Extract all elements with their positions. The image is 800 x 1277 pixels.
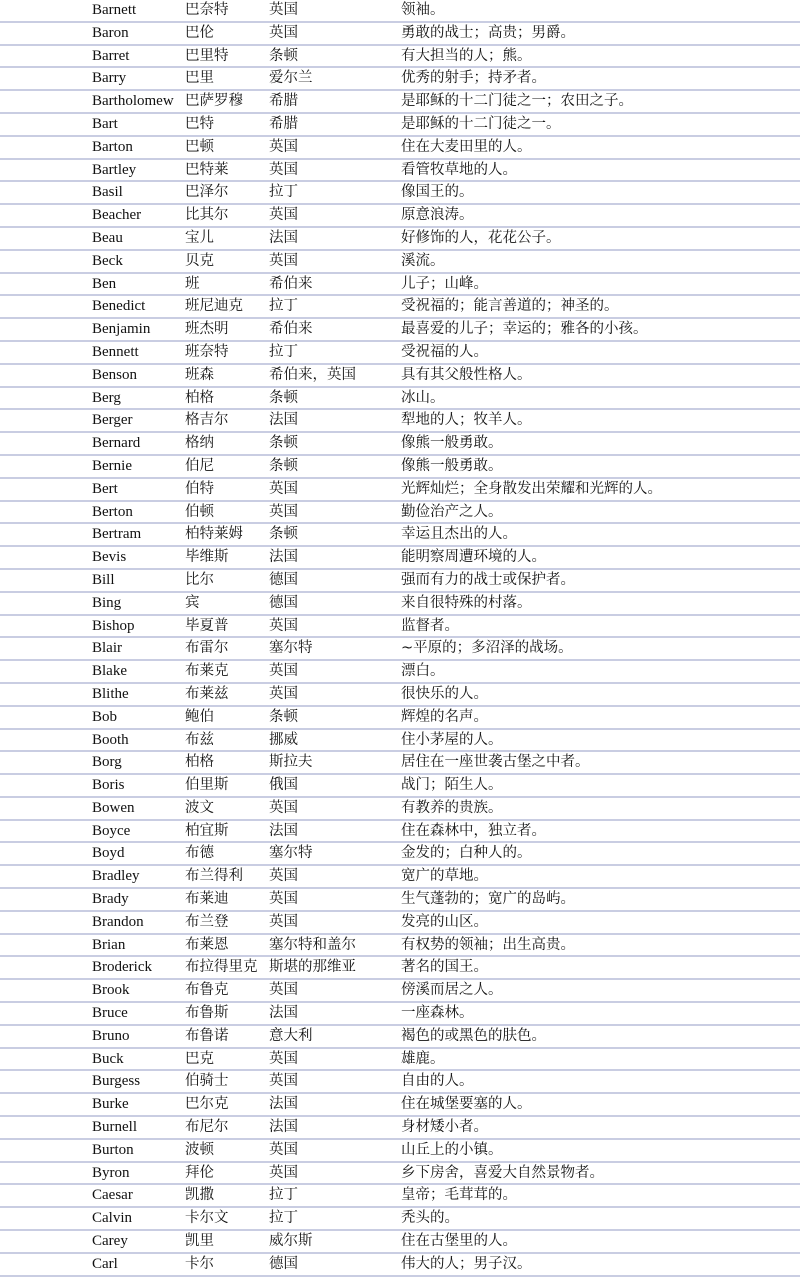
chinese-name: 巴奈特 (185, 2, 229, 18)
chinese-name: 比尔 (185, 571, 214, 588)
english-name: Boyce (92, 822, 131, 839)
english-name: Bowen (92, 799, 135, 816)
english-name: Boris (92, 777, 125, 794)
name-meaning: 像熊一般勇敢。 (401, 457, 503, 474)
origin-language: 英国 (269, 868, 298, 885)
chinese-name: 巴泽尔 (185, 184, 229, 201)
english-name: Caesar (92, 1187, 133, 1204)
origin-language: 英国 (269, 1073, 298, 1090)
chinese-name: 伯尼 (185, 457, 214, 474)
name-meaning: 住在古堡里的人。 (401, 1233, 517, 1250)
table-row (0, 410, 800, 433)
chinese-name: 柏格 (185, 754, 214, 771)
chinese-name: 拜伦 (185, 1164, 214, 1181)
english-name: Benedict (92, 298, 146, 315)
chinese-name: 伯顿 (185, 503, 214, 520)
origin-language: 条顿 (269, 708, 298, 725)
english-name: Bart (92, 115, 118, 132)
table-row (0, 935, 800, 958)
table-row (0, 1163, 800, 1186)
english-name: Brandon (92, 913, 144, 930)
name-meaning: 住在森林中，独立者。 (401, 822, 546, 839)
chinese-name: 巴里特 (185, 47, 229, 64)
table-row (0, 798, 800, 821)
origin-language: 德国 (269, 571, 298, 588)
table-row (0, 182, 800, 205)
english-name: Beacher (92, 207, 142, 224)
chinese-name: 柏格 (185, 389, 214, 406)
name-meaning: 勇敢的战士；高贵；男爵。 (401, 24, 575, 41)
name-meaning: 好修饰的人，花花公子。 (401, 229, 561, 246)
chinese-name: 布雷尔 (185, 640, 229, 657)
table-row (0, 205, 800, 228)
chinese-name: 凯撒 (185, 1187, 214, 1204)
table-row (0, 866, 800, 889)
name-meaning: 乡下房舍，喜爱大自然景物者。 (401, 1164, 604, 1181)
table-row (0, 251, 800, 274)
origin-language: 英国 (269, 1050, 298, 1067)
name-meaning: 一座森林。 (401, 1005, 474, 1022)
chinese-name: 布莱克 (185, 663, 229, 680)
table-row (0, 1049, 800, 1072)
name-meaning: 受祝福的人。 (401, 343, 488, 360)
chinese-name: 贝克 (185, 252, 214, 269)
chinese-name: 布德 (185, 845, 214, 862)
name-meaning: 是耶稣的十二门徒之一。 (401, 115, 561, 132)
english-name: Brian (92, 936, 126, 953)
name-meaning: 有权势的领袖；出生高贵。 (401, 936, 575, 953)
name-meaning: 金发的；白种人的。 (401, 845, 532, 862)
origin-language: 希伯来 (269, 275, 313, 292)
name-meaning: 受祝福的；能言善道的；神圣的。 (401, 298, 619, 315)
english-name: Carey (92, 1233, 128, 1250)
name-meaning: 犁地的人；牧羊人。 (401, 412, 532, 429)
origin-language: 挪威 (269, 731, 298, 748)
name-meaning: 光辉灿烂；全身散发出荣耀和光辉的人。 (401, 480, 662, 497)
english-name: Brady (92, 891, 129, 908)
name-meaning: 辉煌的名声。 (401, 708, 488, 725)
origin-language: 拉丁 (269, 343, 298, 360)
chinese-name: 布莱迪 (185, 891, 229, 908)
chinese-name: 柏特莱姆 (185, 526, 243, 543)
origin-language: 英国 (269, 1141, 298, 1158)
name-meaning: 领袖。 (401, 2, 445, 18)
chinese-name: 巴顿 (185, 138, 214, 155)
english-name: Burnell (92, 1119, 137, 1136)
origin-language: 条顿 (269, 47, 298, 64)
name-meaning: 原意浪涛。 (401, 207, 474, 224)
english-name: Byron (92, 1164, 130, 1181)
origin-language: 法国 (269, 412, 298, 429)
chinese-name: 卡尔 (185, 1255, 214, 1272)
chinese-name: 卡尔文 (185, 1210, 229, 1227)
name-meaning: 优秀的射手；持矛者。 (401, 70, 546, 87)
origin-language: 条顿 (269, 389, 298, 406)
table-row (0, 342, 800, 365)
origin-language: 英国 (269, 480, 298, 497)
english-name: Bernard (92, 435, 141, 452)
origin-language: 法国 (269, 822, 298, 839)
chinese-name: 格吉尔 (185, 412, 229, 429)
table-row (0, 684, 800, 707)
name-meaning: 居住在一座世袭古堡之中者。 (401, 754, 590, 771)
name-meaning: 来自很特殊的村落。 (401, 594, 532, 611)
chinese-name: 巴特莱 (185, 161, 229, 178)
chinese-name: 巴特 (185, 115, 214, 132)
english-name: Brook (92, 982, 130, 999)
origin-language: 英国 (269, 982, 298, 999)
origin-language: 法国 (269, 1096, 298, 1113)
chinese-name: 巴伦 (185, 24, 214, 41)
english-name: Bishop (92, 617, 135, 634)
name-meaning: 住小茅屋的人。 (401, 731, 503, 748)
table-row (0, 912, 800, 935)
name-meaning: 战门；陌生人。 (401, 777, 503, 794)
chinese-name: 波文 (185, 799, 214, 816)
table-row (0, 547, 800, 570)
english-name: Carl (92, 1255, 118, 1272)
table-row (0, 957, 800, 980)
origin-language: 英国 (269, 161, 298, 178)
english-name: Berger (92, 412, 133, 429)
table-row (0, 479, 800, 502)
table-row (0, 23, 800, 46)
origin-language: 英国 (269, 891, 298, 908)
name-meaning: 溪流。 (401, 252, 445, 269)
name-meaning: 冰山。 (401, 389, 445, 406)
english-name: Burgess (92, 1073, 141, 1090)
name-meaning: 具有其父般性格人。 (401, 366, 532, 383)
english-name: Bruno (92, 1027, 130, 1044)
english-name: Calvin (92, 1210, 132, 1227)
chinese-name: 布拉得里克 (185, 959, 258, 976)
origin-language: 德国 (269, 1255, 298, 1272)
english-name: Boyd (92, 845, 125, 862)
chinese-name: 凯里 (185, 1233, 214, 1250)
table-row (0, 1231, 800, 1254)
name-meaning: 儿子；山峰。 (401, 275, 488, 292)
table-row (0, 1071, 800, 1094)
table-row (0, 160, 800, 183)
origin-language: 法国 (269, 1005, 298, 1022)
name-meaning: 褐色的或黑色的肤色。 (401, 1027, 546, 1044)
english-name: Barry (92, 70, 127, 87)
chinese-name: 班杰明 (185, 321, 229, 338)
english-name: Bennett (92, 343, 139, 360)
name-meaning: 自由的人。 (401, 1073, 474, 1090)
origin-language: 条顿 (269, 526, 298, 543)
chinese-name: 波顿 (185, 1141, 214, 1158)
table-row (0, 661, 800, 684)
origin-language: 爱尔兰 (269, 70, 313, 87)
table-row (0, 137, 800, 160)
origin-language: 英国 (269, 799, 298, 816)
table-row (0, 1254, 800, 1277)
name-meaning: 山丘上的小镇。 (401, 1141, 503, 1158)
english-name: Benson (92, 366, 137, 383)
chinese-name: 布兰登 (185, 913, 229, 930)
table-row (0, 365, 800, 388)
table-row (0, 593, 800, 616)
name-meaning: ~平原的；多沼泽的战场。 (401, 640, 573, 657)
table-row (0, 274, 800, 297)
chinese-name: 布鲁斯 (185, 1005, 229, 1022)
english-name: Beck (92, 252, 123, 269)
name-meaning: 很快乐的人。 (401, 685, 488, 702)
table-row (0, 46, 800, 69)
origin-language: 英国 (269, 207, 298, 224)
origin-language: 英国 (269, 252, 298, 269)
table-row (0, 388, 800, 411)
origin-language: 威尔斯 (269, 1233, 313, 1250)
origin-language: 法国 (269, 1119, 298, 1136)
english-name: Beau (92, 229, 123, 246)
english-name: Bob (92, 708, 118, 725)
name-meaning: 身材矮小者。 (401, 1119, 488, 1136)
table-row (0, 1003, 800, 1026)
english-name: Borg (92, 754, 122, 771)
table-row (0, 1185, 800, 1208)
table-row (0, 1208, 800, 1231)
origin-language: 英国 (269, 24, 298, 41)
table-row (0, 1140, 800, 1163)
name-meaning: 像熊一般勇敢。 (401, 435, 503, 452)
chinese-name: 布兹 (185, 731, 214, 748)
table-row (0, 752, 800, 775)
chinese-name: 班尼迪克 (185, 298, 243, 315)
name-meaning: 住在大麦田里的人。 (401, 138, 532, 155)
table-row (0, 980, 800, 1003)
table-row (0, 68, 800, 91)
name-meaning: 皇帝；毛茸茸的。 (401, 1187, 517, 1204)
english-name: Bradley (92, 868, 140, 885)
name-meaning: 漂白。 (401, 663, 445, 680)
chinese-name: 布鲁诺 (185, 1027, 229, 1044)
origin-language: 拉丁 (269, 1187, 298, 1204)
chinese-name: 布兰得利 (185, 868, 243, 885)
origin-language: 英国 (269, 663, 298, 680)
table-row (0, 1117, 800, 1140)
english-name: Barret (92, 47, 130, 64)
table-row (0, 319, 800, 342)
chinese-name: 毕维斯 (185, 549, 229, 566)
name-meaning: 宽广的草地。 (401, 868, 488, 885)
chinese-name: 柏宜斯 (185, 822, 229, 839)
origin-language: 拉丁 (269, 298, 298, 315)
origin-language: 英国 (269, 1164, 298, 1181)
origin-language: 意大利 (269, 1027, 313, 1044)
origin-language: 条顿 (269, 457, 298, 474)
english-name: Broderick (92, 959, 152, 976)
name-meaning: 有大担当的人；熊。 (401, 47, 532, 64)
name-meaning: 像国王的。 (401, 184, 474, 201)
chinese-name: 比其尔 (185, 207, 229, 224)
name-meaning: 最喜爱的儿子；幸运的；雅各的小孩。 (401, 321, 648, 338)
table-row (0, 433, 800, 456)
table-row (0, 524, 800, 547)
name-meaning: 雄鹿。 (401, 1050, 445, 1067)
origin-language: 希伯来，英国 (269, 366, 356, 383)
name-meaning: 发亮的山区。 (401, 913, 488, 930)
origin-language: 条顿 (269, 435, 298, 452)
english-name: Benjamin (92, 321, 151, 338)
english-name: Bertram (92, 526, 142, 543)
name-meaning: 能明察周遭环境的人。 (401, 549, 546, 566)
table-row (0, 616, 800, 639)
chinese-name: 班奈特 (185, 343, 229, 360)
english-name: Basil (92, 184, 123, 201)
origin-language: 斯堪的那维亚 (269, 959, 356, 976)
english-name: Buck (92, 1050, 124, 1067)
origin-language: 英国 (269, 913, 298, 930)
origin-language: 塞尔特 (269, 845, 313, 862)
table-row (0, 889, 800, 912)
chinese-name: 布鲁克 (185, 982, 229, 999)
origin-language: 英国 (269, 503, 298, 520)
origin-language: 拉丁 (269, 1210, 298, 1227)
chinese-name: 伯骑士 (185, 1073, 229, 1090)
english-name: Burke (92, 1096, 129, 1113)
chinese-name: 毕夏普 (185, 617, 229, 634)
origin-language: 俄国 (269, 777, 298, 794)
table-row (0, 843, 800, 866)
english-name: Bruce (92, 1005, 128, 1022)
table-row (0, 1026, 800, 1049)
table-row (0, 821, 800, 844)
english-name: Berg (92, 389, 121, 406)
english-name: Bert (92, 480, 118, 497)
name-meaning: 看管牧草地的人。 (401, 161, 517, 178)
chinese-name: 班森 (185, 366, 214, 383)
english-name: Blake (92, 663, 127, 680)
origin-language: 希腊 (269, 93, 298, 110)
table-row (0, 1094, 800, 1117)
english-name: Bartholomew (92, 93, 174, 110)
english-name: Bernie (92, 457, 132, 474)
chinese-name: 鲍伯 (185, 708, 214, 725)
chinese-name: 布莱恩 (185, 936, 229, 953)
english-name: Bing (92, 594, 122, 611)
english-name: Berton (92, 503, 133, 520)
origin-language: 德国 (269, 594, 298, 611)
origin-language: 塞尔特 (269, 640, 313, 657)
english-name: Booth (92, 731, 129, 748)
name-meaning: 强而有力的战士或保护者。 (401, 571, 575, 588)
english-name: Bill (92, 571, 115, 588)
name-meaning: 是耶稣的十二门徒之一；农田之子。 (401, 93, 633, 110)
origin-language: 法国 (269, 549, 298, 566)
origin-language: 塞尔特和盖尔 (269, 936, 356, 953)
table-row (0, 707, 800, 730)
name-meaning: 著名的国王。 (401, 959, 488, 976)
english-name: Blithe (92, 685, 129, 702)
origin-language: 希伯来 (269, 321, 313, 338)
origin-language: 英国 (269, 2, 298, 18)
table-row (0, 114, 800, 137)
chinese-name: 伯特 (185, 480, 214, 497)
name-meaning: 生气蓬勃的；宽广的岛屿。 (401, 891, 575, 908)
chinese-name: 布尼尔 (185, 1119, 229, 1136)
english-name: Baron (92, 24, 129, 41)
chinese-name: 宝儿 (185, 229, 214, 246)
name-meaning: 秃头的。 (401, 1210, 459, 1227)
table-row (0, 502, 800, 525)
name-meaning: 监督者。 (401, 617, 459, 634)
name-meaning: 伟大的人；男子汉。 (401, 1255, 532, 1272)
origin-language: 英国 (269, 138, 298, 155)
chinese-name: 宾 (185, 594, 200, 611)
name-meaning: 有教养的贵族。 (401, 799, 503, 816)
table-row (0, 91, 800, 114)
origin-language: 法国 (269, 229, 298, 246)
english-name: Blair (92, 640, 122, 657)
table-row (0, 228, 800, 251)
english-name: Barnett (92, 2, 137, 18)
table-row (0, 296, 800, 319)
table-row (0, 638, 800, 661)
name-meaning: 勤俭治产之人。 (401, 503, 503, 520)
table-row (0, 730, 800, 753)
english-name: Burton (92, 1141, 134, 1158)
name-meaning: 幸运且杰出的人。 (401, 526, 517, 543)
chinese-name: 班 (185, 275, 200, 292)
chinese-name: 布莱兹 (185, 685, 229, 702)
english-name: Ben (92, 275, 117, 292)
chinese-name: 巴里 (185, 70, 214, 87)
table-row (0, 456, 800, 479)
chinese-name: 伯里斯 (185, 777, 229, 794)
origin-language: 斯拉夫 (269, 754, 313, 771)
table-row (0, 570, 800, 593)
name-meaning: 傍溪而居之人。 (401, 982, 503, 999)
chinese-name: 巴尔克 (185, 1096, 229, 1113)
table-row (0, 775, 800, 798)
english-name: Barton (92, 138, 133, 155)
origin-language: 英国 (269, 685, 298, 702)
english-name: Bartley (92, 161, 137, 178)
chinese-name: 巴克 (185, 1050, 214, 1067)
name-meaning: 住在城堡要塞的人。 (401, 1096, 532, 1113)
origin-language: 英国 (269, 617, 298, 634)
english-name: Bevis (92, 549, 127, 566)
chinese-name: 巴萨罗穆 (185, 93, 243, 110)
origin-language: 希腊 (269, 115, 298, 132)
origin-language: 拉丁 (269, 184, 298, 201)
table-row (0, 0, 800, 23)
chinese-name: 格纳 (185, 435, 214, 452)
